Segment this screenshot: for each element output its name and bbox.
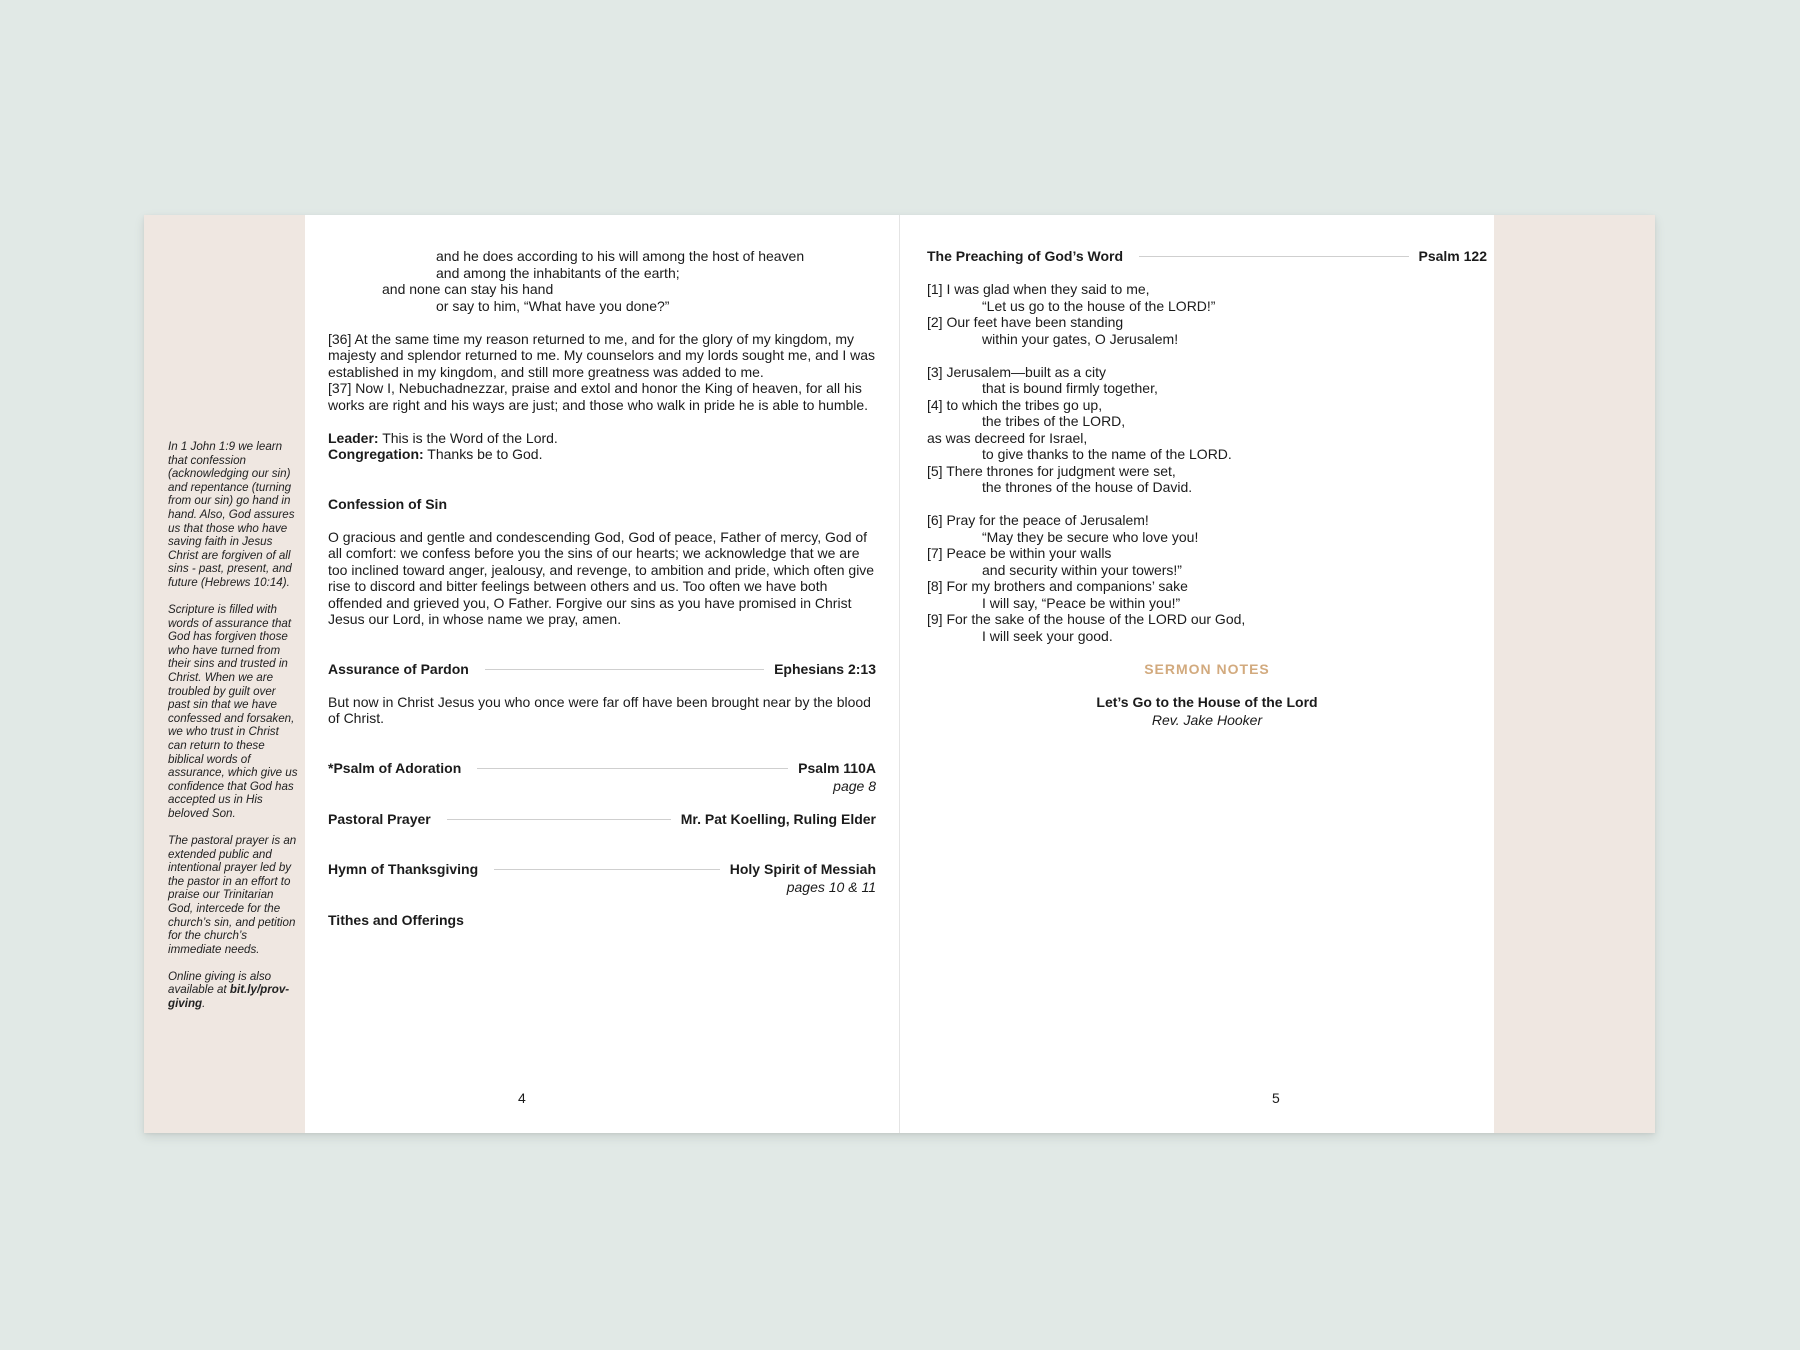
leader-rule	[477, 768, 788, 769]
psalm-verse-line: and security within your towers!”	[982, 561, 1182, 578]
assurance-heading: Assurance of Pardon	[328, 660, 469, 677]
right-margin-panel	[1494, 215, 1655, 1133]
sidenote-online-giving: Online giving is also available at bit.ly/prov-giving.	[168, 969, 290, 1011]
verse-line: and he does according to his will among the host of heaven	[436, 248, 805, 264]
page-5	[927, 248, 1487, 729]
hymn-title: Holy Spirit of Messiah	[729, 860, 876, 877]
psalm-verse-line: I will seek your good.	[982, 627, 1113, 644]
sidenote-confession: In 1 John 1:9 we learn that confession (acknowledging our sin) and repentance (turning from our sin) go hand in hand. Also, God assures us that those who have saving faith in Jesus Christ are forgiven of all sins - past, present, and future (Hebrews 10:14).	[168, 440, 295, 589]
psalm-verse-line: the tribes of the LORD,	[982, 413, 1126, 429]
leader-rule	[447, 819, 671, 820]
confession-text: O gracious and gentle and condescending God, God of peace, Father of mercy, God of all comfort: we confess before you the sins of our hearts; we acknowledge that we are too inclined toward anger, jealousy, and revenge, to ambition and pride, which often give rise to discord and bitter feelings between others and us. Too often we have both offended and grieved you, O Father. Forgive our sins as you have promised in Christ Jesus our Lord, in whose name we pray, amen.	[328, 528, 875, 627]
leader-rule	[494, 869, 720, 870]
pastoral-prayer-heading: Pastoral Prayer	[328, 811, 431, 827]
page-fold	[899, 215, 900, 1133]
psalm-verse-line: [7] Peace be within your walls	[927, 545, 1112, 561]
hymn-page-ref: pages 10 & 11	[786, 879, 876, 895]
congregation-response: Congregation: Thanks be to God.	[328, 446, 543, 462]
preaching-reference: Psalm 122	[1418, 248, 1487, 264]
page-number-4: 4	[518, 1090, 526, 1106]
verse-line: and none can stay his hand	[382, 281, 554, 297]
psalm-verse-line: the thrones of the house of David.	[982, 479, 1193, 495]
psalm-page-ref: page 8	[833, 778, 876, 794]
leader-rule	[485, 669, 764, 670]
sidenote-pastoral-prayer: The pastoral prayer is an extended public and intentional prayer led by the pastor in an effort to praise our Trinitarian God, intercede for the church’s sin, and petition for the church’s immediate needs.	[168, 834, 297, 956]
psalm-adoration-row	[328, 760, 876, 777]
tithes-heading: Tithes and Offerings	[328, 912, 464, 928]
sidenote-assurance: Scripture is filled with words of assurance that God has forgiven those who have turned from their sins and trusted in Christ. When we are troubled by guilt over past sin that we have confessed and forsaken, we who trust in Christ can return to these biblical words of assurance, which give us confidence that God has accepted us in His beloved Son.	[168, 603, 298, 820]
psalm-stanza-2	[927, 364, 1487, 496]
leader-response: Leader: This is the Word of the Lord.	[328, 429, 558, 446]
psalm-verse-line: that is bound firmly together,	[982, 380, 1158, 396]
psalm-verse-line: [8] For my brothers and companions’ sake	[927, 578, 1188, 594]
psalm-verse-line: [4] to which the tribes go up,	[927, 396, 1103, 413]
assurance-row	[328, 661, 876, 678]
psalm-stanza-1	[927, 281, 1487, 347]
psalm-verse-line: “May they be secure who love you!	[982, 528, 1199, 545]
psalm-verse-line: [6] Pray for the peace of Jerusalem!	[927, 512, 1149, 528]
giving-link[interactable]: bit.ly/prov-giving	[168, 983, 290, 1011]
confession-heading: Confession of Sin	[328, 495, 447, 512]
psalm-verse-line: [1] I was glad when they said to me,	[927, 281, 1150, 297]
hymn-heading: Hymn of Thanksgiving	[328, 860, 479, 877]
verse-line: or say to him, “What have you done?”	[436, 297, 670, 314]
psalm-verse-line: “Let us go to the house of the LORD!”	[982, 297, 1216, 314]
scripture-paragraph-36: [36] At the same time my reason returned to me, and for the glory of my kingdom, my majesty and splendor returned to me. My counselors and my lords sought me, and I was established in my kingdom, and still more greatness was added to me.	[328, 330, 876, 380]
psalm-verse-line: [2] Our feet have been standing	[927, 314, 1124, 330]
hymn-row	[328, 861, 876, 878]
psalm-verse-line: within your gates, O Jerusalem!	[982, 330, 1179, 347]
left-margin-panel	[144, 215, 305, 1133]
psalm-adoration-heading: *Psalm of Adoration	[328, 759, 462, 776]
sermon-notes-label: SERMON NOTES	[1144, 660, 1270, 677]
psalm-verse-line: I will say, “Peace be within you!”	[982, 594, 1181, 611]
psalm-adoration-reference: Psalm 110A	[798, 759, 876, 776]
verse-line: and among the inhabitants of the earth;	[436, 264, 680, 281]
scripture-paragraph-37: [37] Now I, Nebuchadnezzar, praise and extol and honor the King of heaven, for all his works are right and his ways are just; and those who walk in pride he is able to humble.	[328, 380, 869, 413]
psalm-verse-line: [3] Jerusalem—built as a city	[927, 363, 1106, 380]
sermon-preacher: Rev. Jake Hooker	[1151, 712, 1263, 728]
preaching-heading: The Preaching of God’s Word	[927, 248, 1124, 264]
pastoral-prayer-leader: Mr. Pat Koelling, Ruling Elder	[680, 811, 876, 827]
assurance-reference: Ephesians 2:13	[774, 660, 876, 677]
sermon-title: Let’s Go to the House of the Lord	[1096, 693, 1318, 710]
psalm-verse-line: [5] There thrones for judgment were set,	[927, 462, 1176, 479]
sidenotes	[168, 440, 300, 1024]
page-4	[328, 248, 876, 929]
bulletin-spread	[144, 215, 1655, 1133]
leader-rule	[1139, 256, 1408, 257]
pastoral-prayer-row	[328, 811, 876, 828]
psalm-verse-line: [9] For the sake of the house of the LORD our God,	[927, 611, 1246, 627]
assurance-text: But now in Christ Jesus you who once were far off have been brought near by the blood of Christ.	[328, 693, 871, 726]
psalm-verse-line: to give thanks to the name of the LORD.	[982, 446, 1232, 462]
psalm-verse-line: as was decreed for Israel,	[927, 429, 1088, 446]
psalm-stanza-3	[927, 512, 1487, 644]
page-number-5: 5	[1272, 1090, 1280, 1106]
preaching-row	[927, 248, 1487, 265]
